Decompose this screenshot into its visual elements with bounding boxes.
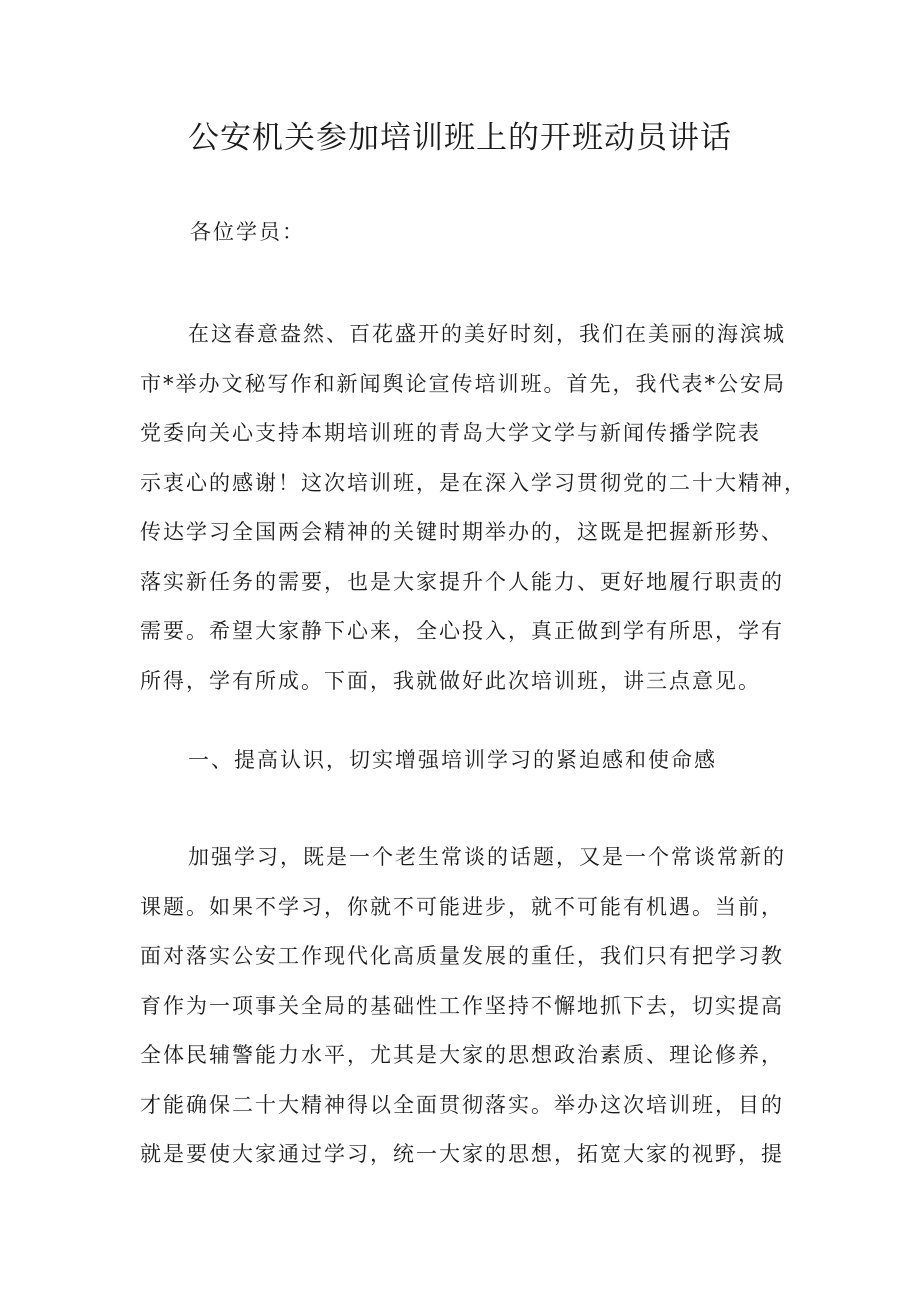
paragraph-line: 就是要使大家通过学习，统一大家的思想，拓宽大家的视野，提 [140, 1142, 784, 1166]
paragraph-line: 党委向关心支持本期培训班的青岛大学文学与新闻传播学院表 [140, 421, 761, 445]
salutation: 各位学员： [190, 220, 305, 244]
document-title: 公安机关参加培训班上的开班动员讲话 [188, 120, 732, 156]
paragraph-section1 [140, 833, 786, 1180]
paragraph-line: 才能确保二十大精神得以全面贯彻落实。举办这次培训班，目的 [140, 1092, 784, 1117]
paragraph-line: 面对落实公安工作现代化高质量发展的重任，我们只有把学习教 [140, 944, 784, 968]
paragraph-line: 加强学习，既是一个老生常谈的话题，又是一个常谈常新的 [188, 845, 786, 869]
paragraph-line: 需要。希望大家静下心来，全心投入，真正做到学有所思，学有 [140, 619, 784, 643]
paragraph-line: 示衷心的感谢！这次培训班，是在深入学习贯彻党的二十大精神， [140, 470, 807, 495]
paragraph-opening [140, 310, 807, 706]
paragraph-line: 课题。如果不学习，你就不可能进步，就不可能有机遇。当前， [140, 894, 784, 919]
paragraph-line: 市*举办文秘写作和新闻舆论宣传培训班。首先，我代表*公安局 [140, 371, 786, 396]
paragraph-line: 传达学习全国两会精神的关键时期举办的，这既是把握新形势、 [140, 520, 784, 544]
paragraph-line: 所得，学有所成。下面，我就做好此次培训班，讲三点意见。 [140, 668, 761, 693]
section-heading: 一、提高认识，切实增强培训学习的紧迫感和使命感 [188, 748, 717, 772]
paragraph-line: 落实新任务的需要，也是大家提升个人能力、更好地履行职责的 [140, 569, 784, 594]
paragraph-line: 全体民辅警能力水平，尤其是大家的思想政治素质、理论修养， [140, 1043, 784, 1067]
paragraph-line: 在这春意盎然、百花盛开的美好时刻，我们在美丽的海滨城 [188, 322, 786, 346]
paragraph-line: 育作为一项事关全局的基础性工作坚持不懈地抓下去，切实提高 [140, 993, 784, 1018]
